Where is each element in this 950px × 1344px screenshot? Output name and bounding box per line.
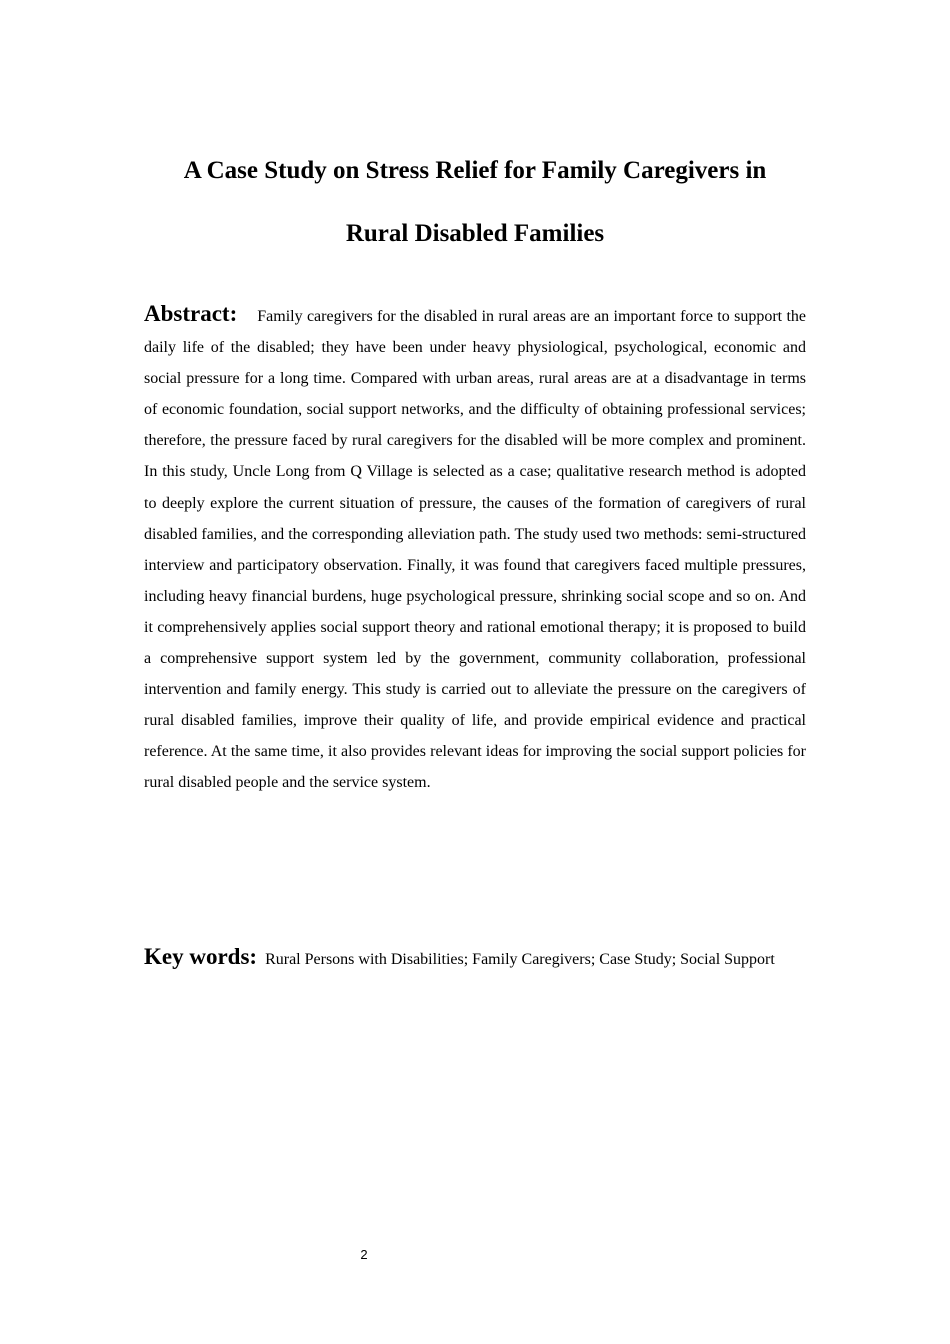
keywords-paragraph (144, 936, 780, 981)
keywords-text: Rural Persons with Disabilities; Family Caregivers; Case Study; Social Support (265, 951, 775, 968)
document-title-line-2: Rural Disabled Families (345, 220, 605, 247)
abstract-text: Family caregivers for the disabled in rural areas are an important force to support the daily life of the disabled; they have been under heavy physiological, psychological, economic and social pressure for a long time. Compared with urban areas, rural areas are at a disadvantage in terms of economic foundation, social support networks, and the difficulty of obtaining professional services; therefore, the pressure faced by rural caregivers for the disabled will be more complex and prominent. In this study, Uncle Long from Q Village is selected as a case; qualitative research method is adopted to deeply explore the current situation of pressure, the causes of the formation of caregivers of rural disabled families, and the corresponding alleviation path. The study used two methods: semi-structured interview and participatory observation. Finally, it was found that caregivers faced multiple pressures, including heavy financial burdens, huge psychological pressure, shrinking social scope and so on. And it comprehensively applies social support theory and rational emotional therapy; it is proposed to build a comprehensive support system led by the government, community collaboration, professional intervention and family energy. This study is carried out to alleviate the pressure on the caregivers of rural disabled families, improve their quality of life, and provide empirical evidence and practical reference. At the same time, it also provides relevant ideas for improving the social support policies for rural disabled people and the service system. (144, 308, 806, 792)
keywords-label: Key words: (144, 944, 258, 969)
page-number: 2 (360, 1247, 368, 1262)
document-title-line-1: A Case Study on Stress Relief for Family Caregivers in (183, 157, 767, 184)
abstract-label: Abstract: (144, 301, 238, 326)
abstract-paragraph (144, 298, 806, 799)
